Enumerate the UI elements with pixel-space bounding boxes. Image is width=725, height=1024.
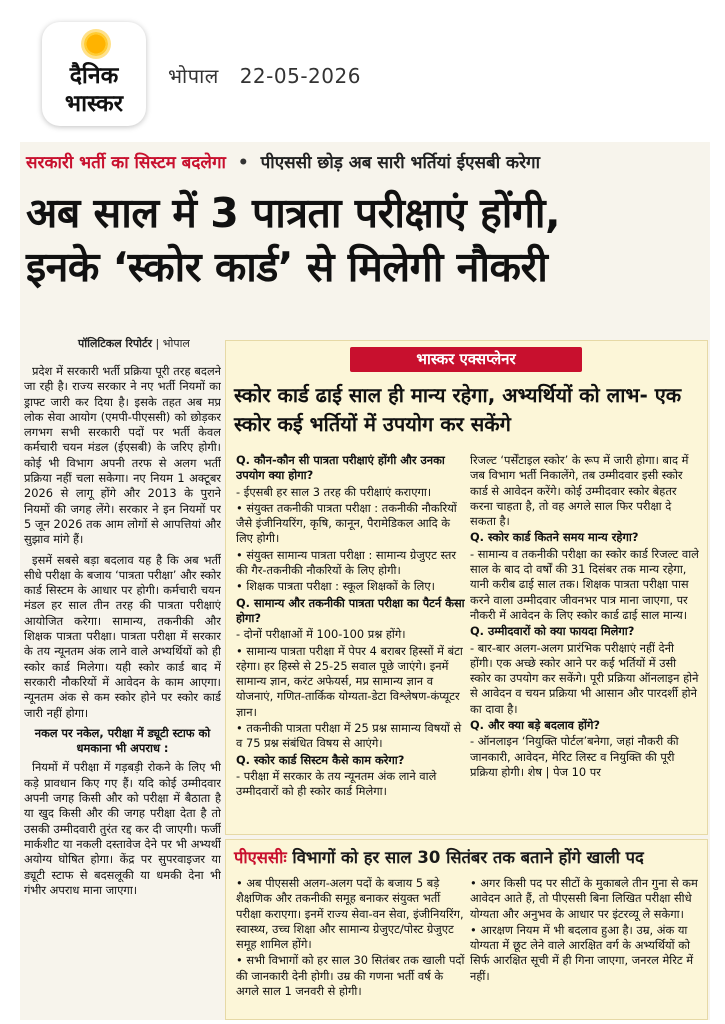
byline bbox=[78, 336, 190, 351]
app-header bbox=[0, 0, 725, 140]
body-paragraph: इसमें सबसे बड़ा बदलाव यह है कि अब भर्ती सीधे परीक्षा के बजाय ‘पात्रता परीक्षा’ और स्कोर कार्ड सिस्टम के आधार पर होगी। कर्मचारी चयन मंडल हर साल तीन तरह की पात्रता परीक्षाएं आयोजित करेगा। सामान्य, तकनीकी और शिक्षक पात्रता परीक्षा। पात्रता परीक्षा में सरकार के तय न्यूनतम अंक लाने वाले अभ्यर्थियों को ही स्कोर कार्ड मिलेगा। यही स्कोर कार्ड बाद में सरकारी नौकरियों में आवेदन के काम आएगा। न्यूनतम अंक से कम स्कोर होने पर स्कोर कार्ड जारी नहीं होगा। bbox=[24, 552, 221, 720]
psc-box bbox=[225, 839, 708, 1020]
headline-line-2: इनके ‘स्कोर कार्ड’ से मिलेगी नौकरी bbox=[26, 243, 548, 291]
explainer-question: Q. उम्मीदवारों को क्या फायदा मिलेगा? bbox=[470, 624, 635, 639]
psc-title-label: पीएससीः bbox=[234, 848, 287, 867]
explainer-answer: • तकनीकी पात्रता परीक्षा में 25 प्रश्न सामान्य विषयों से व 75 प्रश्न संबंधित विषय से आएंगे। bbox=[236, 721, 462, 751]
psc-bullet: • आरक्षण नियम में भी बदलाव हुआ है। उम्र, अंक या योग्यता में छूट लेने वाले आरक्षित वर्ग के अभ्यर्थियों को सिर्फ आरक्षित सूची में ही गिना जाएगा, जनरल मेरिट में नहीं। bbox=[470, 922, 694, 983]
edition-date: 22-05-2026 bbox=[239, 64, 361, 88]
explainer-column-1 bbox=[236, 453, 466, 828]
explainer-box bbox=[225, 340, 708, 835]
psc-title bbox=[234, 846, 704, 870]
explainer-answer: • शिक्षक पात्रता परीक्षा : स्कूल शिक्षकों के लिए। bbox=[236, 579, 435, 594]
explainer-answer: - ईएसबी हर साल 3 तरह की परीक्षाएं कराएगा। bbox=[236, 484, 432, 499]
psc-column-1 bbox=[236, 876, 466, 1018]
byline-city: भोपाल bbox=[162, 337, 190, 350]
psc-bullet: • अब पीएससी अलग-अलग पदों के बजाय 5 बड़े शैक्षणिक और तकनीकी समूह बनाकर संयुक्त भर्ती परीक्षा कराएगा। इनमें राज्य सेवा-वन सेवा, इंजीनियरिंग, स्वास्थ्य, उच्च शिक्षा और सामान्य ग्रेजुएट/पोस्ट ग्रेजुएट समूह शामिल होंगे। bbox=[236, 876, 464, 952]
explainer-answer: • संयुक्त सामान्य पात्रता परीक्षा : सामान्य ग्रेजुएट स्तर की गैर-तकनीकी नौकरियों के लिए होगी। bbox=[236, 547, 457, 578]
body-paragraph: नियमों में परीक्षा में गड़बड़ी रोकने के लिए भी कड़े प्रावधान किए गए हैं। यदि कोई उम्मीदवार अपनी जगह किसी और को परीक्षा में बैठाता है या खुद किसी और की जगह परीक्षा देता है तो उसकी उम्मीदवारी तुरंत रद्द कर दी जाएगी। फर्जी मार्कशीट या नकली दस्तावेज देने पर भी अभ्यर्थी अयोग्य घोषित होगा। केंद्र पर सुपरवाइजर या ड्यूटी स्टाफ से बदसलूकी या धमकी देना भी गंभीर अपराध माना जाएगा। bbox=[24, 760, 221, 897]
logo-line-2: भास्कर bbox=[64, 91, 124, 117]
explainer-answer: • सामान्य पात्रता परीक्षा में पेपर 4 बराबर हिस्सों में बंटा रहेगा। हर हिस्से से 25-25 सवाल पूछे जाएंगे। इनमें सामान्य ज्ञान, करंट अफेयर्स, मप्र सामान्य ज्ञान व योजनाएं, गणित-तार्किक योग्यता-डेटा विश्लेषण-कंप्यूटर ज्ञान। bbox=[236, 643, 463, 719]
byline-separator: | bbox=[155, 337, 160, 350]
explainer-answer: • संयुक्त तकनीकी पात्रता परीक्षा : तकनीकी नौकरियों जैसे इंजीनियरिंग, कृषि, कानून, पैरामेडिकल आदि के लिए होगी। bbox=[236, 500, 457, 546]
kicker-rest: पीएससी छोड़ अब सारी भर्तियां ईएसबी करेगा bbox=[260, 153, 540, 173]
body-subhead: नकल पर नकेल, परीक्षा में ड्यूटी स्टाफ को धमकाना भी अपराध : bbox=[34, 725, 211, 756]
headline-line-1: अब साल में 3 पात्रता परीक्षाएं होंगी, bbox=[26, 189, 561, 237]
newspaper-clipping bbox=[20, 142, 710, 1020]
edition-city: भोपाल bbox=[168, 64, 219, 88]
psc-bullet: • सभी विभागों को हर साल 30 सितंबर तक खाली पदों की जानकारी देनी होगी। उम्र की गणना भर्ती वर्ष के अगले साल 1 जनवरी से होगी। bbox=[236, 953, 465, 999]
psc-title-text: विभागों को हर साल 30 सितंबर तक बताने होंगे खाली पद bbox=[286, 848, 644, 867]
logo-line-1: दैनिक bbox=[69, 63, 119, 89]
explainer-question: Q. स्कोर कार्ड सिस्टम कैसे काम करेगा? bbox=[236, 752, 405, 767]
explainer-answer: - ऑनलाइन ‘नियुक्ति पोर्टल’बनेगा, जहां नौकरी की जानकारी, आवेदन, मेरिट लिस्ट व नियुक्ति की पूरी प्रक्रिया होगी। शेष | पेज 10 पर bbox=[470, 734, 679, 779]
explainer-question: Q. सामान्य और तकनीकी पात्रता परीक्षा का पैटर्न कैसा होगा? bbox=[236, 595, 465, 625]
psc-column-2 bbox=[470, 876, 700, 1018]
explainer-question: Q. और क्या बड़े बदलाव होंगे? bbox=[470, 718, 600, 733]
explainer-question: Q. कौन-कौन सी पात्रता परीक्षाएं होंगी और उनका उपयोग क्या होगा? bbox=[236, 453, 445, 483]
main-article-body bbox=[24, 364, 221, 1020]
kicker-dot: • bbox=[237, 153, 249, 173]
psc-bullet: • अगर किसी पद पर सीटों के मुकाबले तीन गुना से कम आवेदन आते हैं, तो पीएससी बिना लिखित परीक्षा सीधे योग्यता और अनुभव के आधार पर इंटरव्यू ले सकेगा। bbox=[470, 876, 698, 921]
explainer-title: स्कोर कार्ड ढाई साल ही मान्य रहेगा, अभ्यर्थियों को लाभ- एक स्कोर कई भर्तियों में उपयोग कर सकेंगे bbox=[234, 383, 682, 436]
byline-name: पॉलिटिकल रिपोर्टर bbox=[78, 337, 153, 350]
sun-icon bbox=[84, 32, 108, 56]
dainik-bhaskar-logo[interactable] bbox=[42, 22, 146, 126]
kicker-red: सरकारी भर्ती का सिस्टम बदलेगा bbox=[26, 153, 226, 173]
explainer-tag: भास्कर एक्सप्लेनर bbox=[350, 347, 582, 372]
body-paragraph: प्रदेश में सरकारी भर्ती प्रक्रिया पूरी तरह बदलने जा रही है। राज्य सरकार ने नए भर्ती नियमों का ड्राफ्ट जारी कर दिया है। इसके तहत अब मप्र लोक सेवा आयोग (एमपी-पीएससी) को छोड़कर लगभग सभी सरकारी पदों पर भर्ती केवल कर्मचारी चयन मंडल (ईएसबी) के जरिए होगी। कोई भी विभाग अपनी तरफ से अलग भर्ती प्रक्रिया नहीं चला सकेगा। नए नियम 1 अक्टूबर 2026 से लागू होंगे और 2013 के पुराने नियमों की जगह लेंगे। सरकार ने इन नियमों पर 5 जून 2026 तक आम लोगों से आपत्तियां और सुझाव मांगे हैं। bbox=[24, 364, 221, 547]
explainer-answer: - दोनों परीक्षाओं में 100-100 प्रश्न होंगे। bbox=[236, 627, 406, 642]
explainer-answer: रिजल्ट ‘पर्सेंटाइल स्कोर’ के रूप में जारी होगा। बाद में जब विभाग भर्ती निकालेंगे, तब उम्मीदवार इसी स्कोर कार्ड से आवेदन करेंगे। कोई उम्मीदवार स्कोर बेहतर करना चाहता है, तो वह अगले साल फिर परीक्षा दे सकता है। bbox=[470, 453, 689, 529]
explainer-answer: - बार-बार अलग-अलग प्रारंभिक परीक्षाएं नहीं देनी होंगी। एक अच्छे स्कोर आने पर कई भर्तियों में उसी स्कोर का उपयोग कर सकेंगे। पूरी प्रक्रिया ऑनलाइन होने से आवेदन व चयन प्रक्रिया भी आसान और पारदर्शी होने का दावा है। bbox=[470, 640, 699, 716]
headline bbox=[26, 186, 706, 294]
edition-dateline bbox=[168, 62, 375, 89]
explainer-answer: - परीक्षा में सरकार के तय न्यूनतम अंक लाने वाले उम्मीदवारों को ही स्कोर कार्ड मिलेगा। bbox=[236, 768, 437, 799]
explainer-column-2 bbox=[470, 453, 700, 828]
kicker-line bbox=[26, 150, 706, 178]
explainer-question: Q. स्कोर कार्ड कितने समय मान्य रहेगा? bbox=[470, 530, 639, 545]
explainer-answer: - सामान्य व तकनीकी परीक्षा का स्कोर कार्ड रिजल्ट वाले साल के बाद दो वर्षों की 31 दिसंबर तक मान्य रहेगा, यानी करीब ढाई साल तक। शिक्षक पात्रता परीक्षा पास करने वाला उम्मीदवार जीवनभर पात्र माना जाएगा, पर नौकरी में आवेदन के लिए स्कोर कार्ड ढाई साल मान्य। bbox=[470, 546, 699, 622]
